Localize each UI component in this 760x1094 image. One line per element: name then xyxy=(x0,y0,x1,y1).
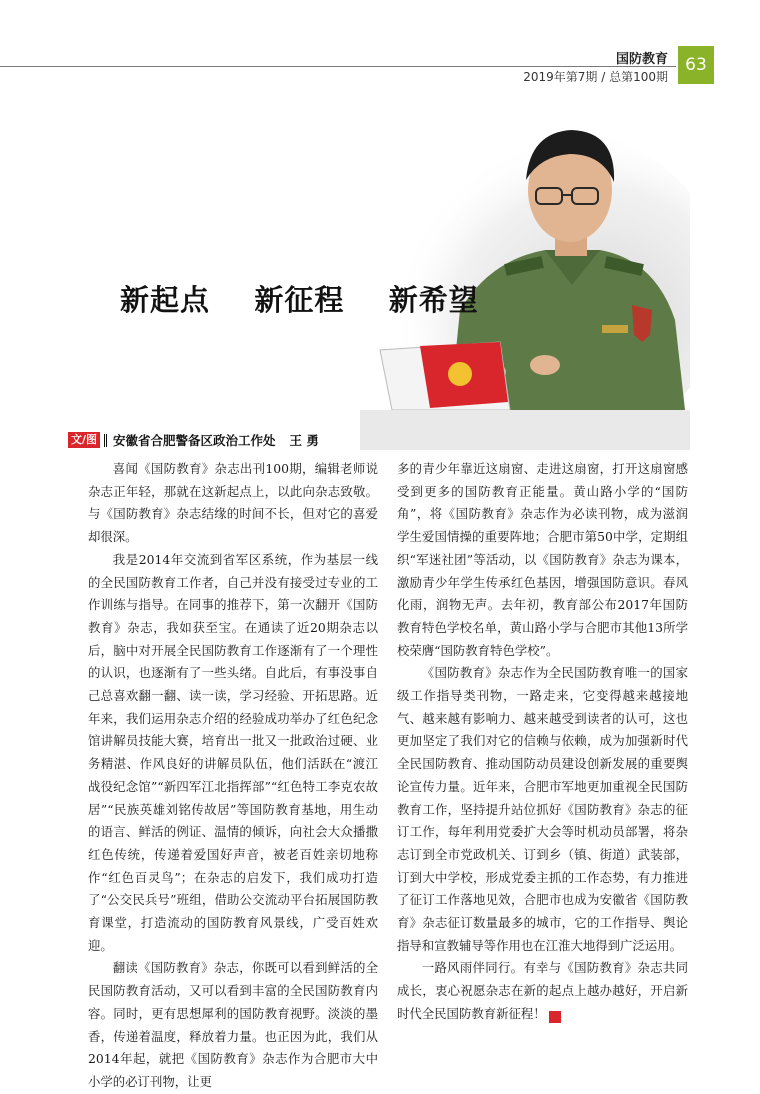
paragraph-continuation: 多的青少年靠近这扇窗、走进这扇窗，打开这扇窗感受到更多的国防教育正能量。黄山路小学的“国防角”，将《国防教育》杂志作为必读刊物，成为滋润学生爱国情操的重要阵地；合肥市第50中学，定期组织“军迷社团”等活动，以《国防教育》杂志为课本，激励青少年学生传承红色基因，增强国防意识。春风化雨，润物无声。去年初，教育部公布2017年国防教育特色学校名单，黄山路小学与合肥市其他13所学校荣膺“国防教育特色学校”。 xyxy=(397,461,688,658)
closing-text: 一路风雨伴同行。有幸与《国防教育》杂志共同成长，衷心祝愿杂志在新的起点上越办越好，开启新时代全民国防教育新征程！ xyxy=(397,960,688,1021)
page-number: 63 xyxy=(678,46,714,84)
paragraph: 我是2014年交流到省军区系统，作为基层一线的全民国防教育工作者，自己并没有接受过专业的工作训练与指导。在同事的推荐下，第一次翻开《国防教育》杂志，我如获至宝。在通读了近20期杂志以后，脑中对开展全民国防教育工作逐渐有了一个理性的认识，也逐渐有了一些头绪。自此后，有事没事自己总喜欢翻一翻、读一读，学习经验、开拓思路。近年来，我们运用杂志介绍的经验成功举办了红色纪念馆讲解员技能大赛，培育出一批又一批政治过硬、业务精湛、作风良好的讲解员队伍，他们活跃在“渡江战役纪念馆”“新四军江北指挥部”“红色特工李克农故居”“民族英雄刘铭传故居”等国防教育基地，用生动的语言、鲜活的例证、温情的倾诉，向社会大众播撒红色传统，传递着爱国好声音，被老百姓亲切地称作“红色百灵鸟”；在杂志的启发下，我们成功打造了“公交民兵号”班组，借助公交流动平台拓展国防教育课堂，打造流动的国防教育风景线，广受百姓欢迎。 xyxy=(88,551,378,953)
paragraph: 喜闻《国防教育》杂志出刊100期，编辑老师说杂志正年轻，那就在这新起点上，以此向杂志致敬。与《国防教育》杂志结缘的时间不长，但对它的喜爱却很深。 xyxy=(88,461,378,545)
paragraph: 《国防教育》杂志作为全民国防教育唯一的国家级工作指导类刊物，一路走来，它变得越来越接地气、越来越有影响力、越来越受到读者的认可，这也更加坚定了我们对它的信赖与依赖，成为加强新时代全民国防教育、推动国防动员建设创新发展的重要舆论宣传力量。近年来，合肥市军地更加重视全民国防教育工作，坚持提升站位抓好《国防教育》杂志的征订工作，每年利用党委扩大会等时机动员部署，将杂志订到全市党政机关、订到乡（镇、街道）武装部，订到大中学校，形成党委主抓的工作态势，有力推进了征订工作落地见效，合肥市也成为安徽省《国防教育》杂志征订数量最多的城市，它的工作指导、舆论指导和宣教辅导等作用也在江淮大地得到广泛运用。 xyxy=(397,665,688,953)
end-mark-icon: G xyxy=(549,1011,561,1023)
byline xyxy=(68,431,319,449)
paragraph: 翻读《国防教育》杂志，你既可以看到鲜活的全民国防教育活动，又可以看到丰富的全民国防教育内容。同时，更有思想犀利的国防教育视野。淡淡的墨香，传递着温度，释放着力量。也正因为此，我们从2014年起，就把《国防教育》杂志作为合肥市大中小学的必订刊物，让更 xyxy=(88,960,378,1089)
issue-info: 2019年第7期 / 总第100期 xyxy=(523,70,668,84)
magazine-name: 国防教育 xyxy=(615,52,668,67)
author-organization: 安徽省合肥警备区政治工作处 xyxy=(113,433,276,448)
right-column xyxy=(397,458,688,1026)
paragraph xyxy=(397,957,688,1025)
header-rule xyxy=(0,66,676,67)
byline-tag: 文/图 xyxy=(68,432,100,448)
left-column xyxy=(88,458,378,1094)
divider-bars xyxy=(104,434,107,447)
article-title: 新起点 新征程 新希望 xyxy=(120,283,479,317)
author-name: 王 勇 xyxy=(289,433,319,448)
